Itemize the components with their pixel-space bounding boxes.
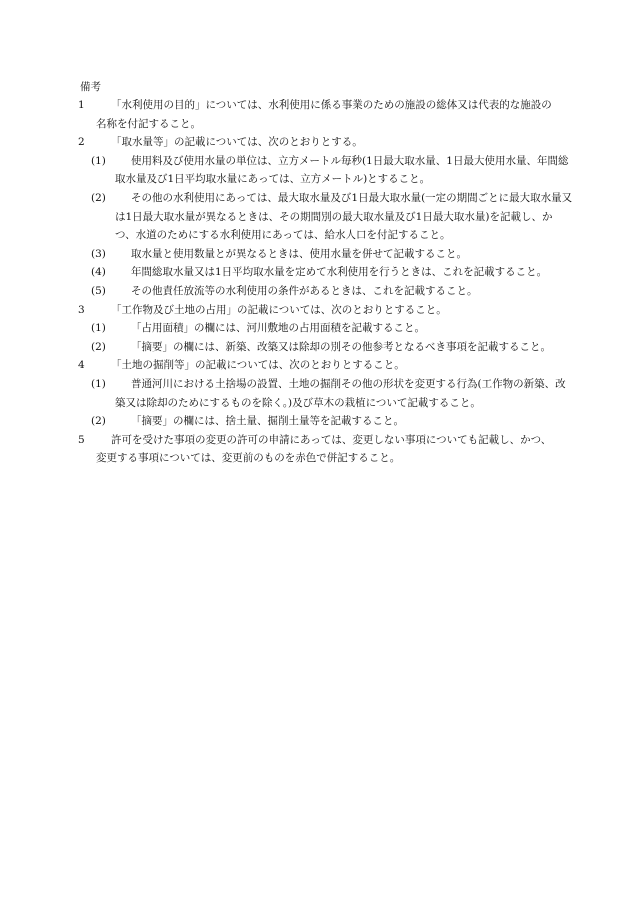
remark-item: [78, 356, 554, 375]
subitem-text: 年間総取水量又は1日平均取水量を定めて水利使用を行うときは、これを記載すること。: [131, 266, 548, 279]
subitem-number: (2): [91, 340, 106, 353]
remark-item: [78, 96, 554, 133]
subitem-text: その他責任放流等の水利使用の条件があるときは、これを記載すること。: [131, 284, 478, 297]
remark-subitem: [91, 338, 573, 357]
item-number: 5: [78, 433, 85, 446]
subitem-number: (5): [91, 284, 106, 297]
item-number: 4: [78, 359, 85, 372]
subitem-text: その他の水利使用にあっては、最大取水量及び1日最大取水量(一定の期間ごとに最大取水量又は1日最大取水量が異なるときは、その期間別の最大取水量及び1日最大取水量)を記載し、かつ、水道のためにする水利使用にあっては、給水人口を付記すること。: [115, 191, 573, 242]
item-number: 2: [78, 136, 85, 149]
subitem-number: (2): [91, 415, 106, 428]
subitem-number: (1): [91, 322, 106, 335]
subitem-text: 使用料及び使用水量の単位は、立方メートル毎秒(1日最大取水量、1日最大使用水量、年間総取水量及び1日平均取水量にあっては、立方メートル)とすること。: [115, 154, 569, 186]
subitem-number: (1): [91, 154, 106, 167]
subitem-text: 取水量と使用数量とが異なるときは、使用水量を併せて記載すること。: [131, 247, 467, 260]
item-text: 「取水量等」の記載については、次のとおりとする。: [111, 136, 363, 149]
remark-subitem: [91, 282, 573, 301]
remark-item: [78, 431, 554, 468]
remark-subitem: [91, 375, 573, 412]
remarks-heading: 備考: [80, 81, 101, 93]
remark-subitem: [91, 319, 573, 338]
remark-item: [78, 133, 554, 152]
subitem-text: 「摘要」の欄には、新築、改築又は除却の別その他参考となるべき事項を記載すること。: [131, 340, 551, 353]
remark-subitem: [91, 263, 573, 282]
remark-subitem: [91, 245, 573, 264]
remark-subitem: [91, 189, 573, 245]
subitem-number: (3): [91, 247, 106, 260]
item-number: 3: [78, 303, 85, 316]
remark-subitem: [91, 412, 573, 431]
item-text: 「土地の掘削等」の記載については、次のとおりとすること。: [111, 359, 405, 372]
subitem-number: (4): [91, 266, 106, 279]
item-number: 1: [78, 99, 85, 111]
subitem-number: (2): [91, 191, 106, 204]
remark-item: [78, 301, 554, 320]
item-text: 「水利使用の目的」については、水利使用に係る事業のための施設の総体又は代表的な施設の名称を付記すること。: [96, 99, 552, 130]
item-text: 許可を受けた事項の変更の許可の申請にあっては、変更しない事項についても記載し、かつ、変更する事項については、変更前のものを赤色で併記すること。: [96, 433, 552, 465]
remark-subitem: [91, 152, 573, 189]
subitem-text: 「摘要」の欄には、捨土量、掘削土量等を記載すること。: [131, 415, 404, 428]
subitem-number: (1): [91, 377, 106, 390]
subitem-text: 「占用面積」の欄には、河川敷地の占用面積を記載すること。: [131, 322, 425, 335]
subitem-text: 普通河川における土捨場の設置、土地の掘削その他の形状を変更する行為(工作物の新築、改築又は除却のためにするものを除く。)及び草木の栽植について記載すること。: [115, 377, 566, 409]
item-text: 「工作物及び土地の占用」の記載については、次のとおりとすること。: [111, 303, 447, 316]
remarks-list: [0, 96, 630, 468]
